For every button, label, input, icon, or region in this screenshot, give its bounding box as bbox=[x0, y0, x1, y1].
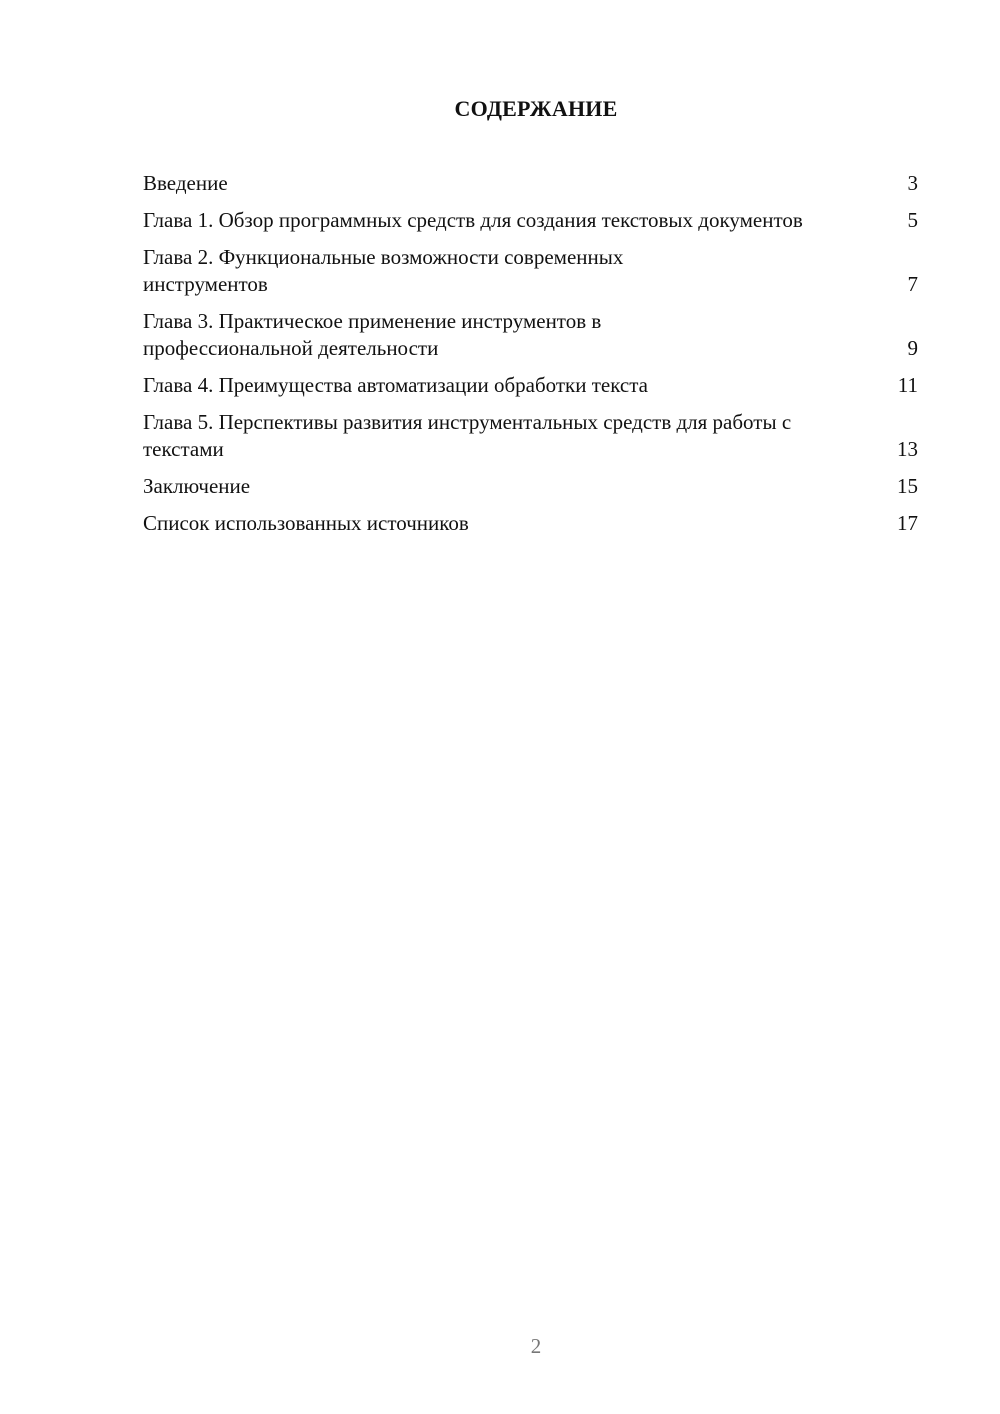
page-title: СОДЕРЖАНИЕ bbox=[454, 96, 618, 121]
toc-entry-title: Глава 5. Перспективы развития инструментальных средств для работы с текстами bbox=[143, 410, 792, 461]
toc-entry-page: 9 bbox=[907, 336, 918, 360]
toc-entry-page: 5 bbox=[907, 208, 918, 232]
toc-entry-title: Глава 4. Преимущества автоматизации обработки текста bbox=[143, 373, 648, 397]
page-number: 2 bbox=[530, 1334, 542, 1358]
toc-entry-title: Глава 1. Обзор программных средств для создания текстовых документов bbox=[143, 208, 803, 232]
toc-entry-conclusion[interactable] bbox=[143, 473, 918, 500]
toc-entry-page: 17 bbox=[897, 511, 918, 535]
toc-entry-page: 15 bbox=[897, 474, 918, 498]
toc-entry-page: 7 bbox=[907, 272, 918, 296]
toc-entry-introduction[interactable] bbox=[143, 170, 918, 197]
toc-entry-title: Глава 2. Функциональные возможности современных инструментов bbox=[143, 245, 624, 296]
toc-entry-chapter-1[interactable] bbox=[143, 207, 918, 234]
toc-entry-title: Введение bbox=[143, 171, 228, 195]
toc-entry-page: 3 bbox=[907, 171, 918, 195]
toc-entry-references[interactable] bbox=[143, 510, 918, 537]
toc-entry-chapter-4[interactable] bbox=[143, 372, 918, 399]
toc-entry-chapter-5[interactable] bbox=[143, 409, 918, 463]
toc-entry-chapter-2[interactable] bbox=[143, 244, 918, 298]
toc-entry-title: Список использованных источников bbox=[143, 511, 469, 535]
table-of-contents bbox=[143, 170, 918, 547]
toc-entry-title: Заключение bbox=[143, 474, 251, 498]
toc-entry-page: 11 bbox=[897, 373, 918, 397]
toc-entry-title: Глава 3. Практическое применение инструментов в профессиональной деятельности bbox=[143, 309, 602, 360]
toc-entry-chapter-3[interactable] bbox=[143, 308, 918, 362]
toc-entry-page: 13 bbox=[897, 437, 918, 461]
